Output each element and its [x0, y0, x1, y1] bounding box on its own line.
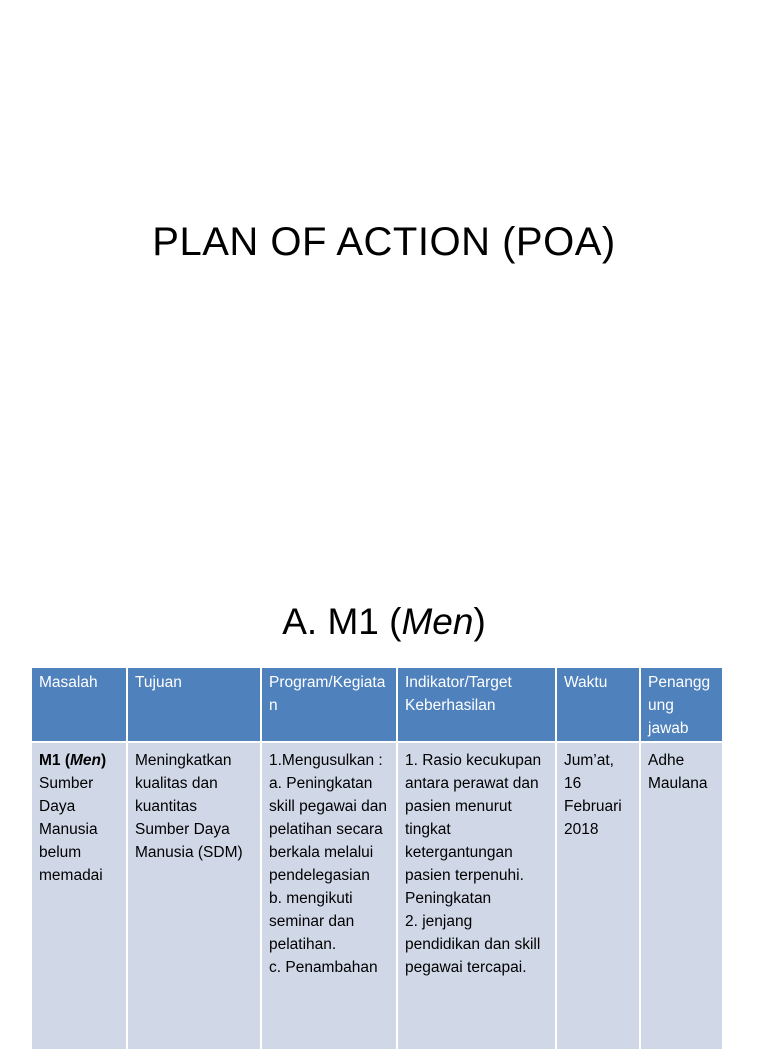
table-header-row — [31, 667, 723, 742]
section-title — [0, 599, 768, 645]
slide-title: PLAN OF ACTION (POA) — [152, 220, 616, 264]
header-penanggung-jawab: Penanggung jawab — [640, 667, 723, 742]
poa-table — [30, 666, 724, 1051]
masalah-code: M1 (Men) — [39, 752, 107, 769]
section-title-italic: Men — [401, 601, 474, 642]
indikator-line: 2. jenjang pendidikan dan skill pegawai tercapai. — [405, 913, 541, 976]
program-line: 1.Mengusulkan : — [269, 752, 383, 769]
cell-program — [261, 742, 397, 1050]
header-waktu: Waktu — [556, 667, 640, 742]
cell-masalah — [31, 742, 127, 1050]
header-tujuan: Tujuan — [127, 667, 261, 742]
masalah-text: Sumber Daya Manusia belum memadai — [39, 775, 103, 884]
cell-penanggung-jawab: Adhe Maulana — [640, 742, 723, 1050]
program-line: b. mengikuti seminar dan pelatihan. — [269, 890, 355, 953]
program-line: a. Peningkatan skill pegawai dan pelatihan secara berkala melalui pendelegasian — [269, 775, 388, 884]
section-title-suffix: ) — [473, 601, 486, 642]
indikator-line: 1. Rasio kecukupan antara perawat dan pasien menurut tingkat ketergantungan pasien terpenuhi. Peningkatan — [405, 752, 542, 907]
header-masalah: Masalah — [31, 667, 127, 742]
program-line: c. Penambahan — [269, 959, 378, 976]
section-title-prefix: A. M1 ( — [282, 601, 402, 642]
table-row — [31, 742, 723, 1050]
header-program: Program/Kegiatan — [261, 667, 397, 742]
cell-waktu: Jum’at, 16 Februari 2018 — [556, 742, 640, 1050]
cell-indikator — [397, 742, 556, 1050]
header-indikator: Indikator/Target Keberhasilan — [397, 667, 556, 742]
cell-tujuan: Meningkatkan kualitas dan kuantitas Sumber Daya Manusia (SDM) — [127, 742, 261, 1050]
